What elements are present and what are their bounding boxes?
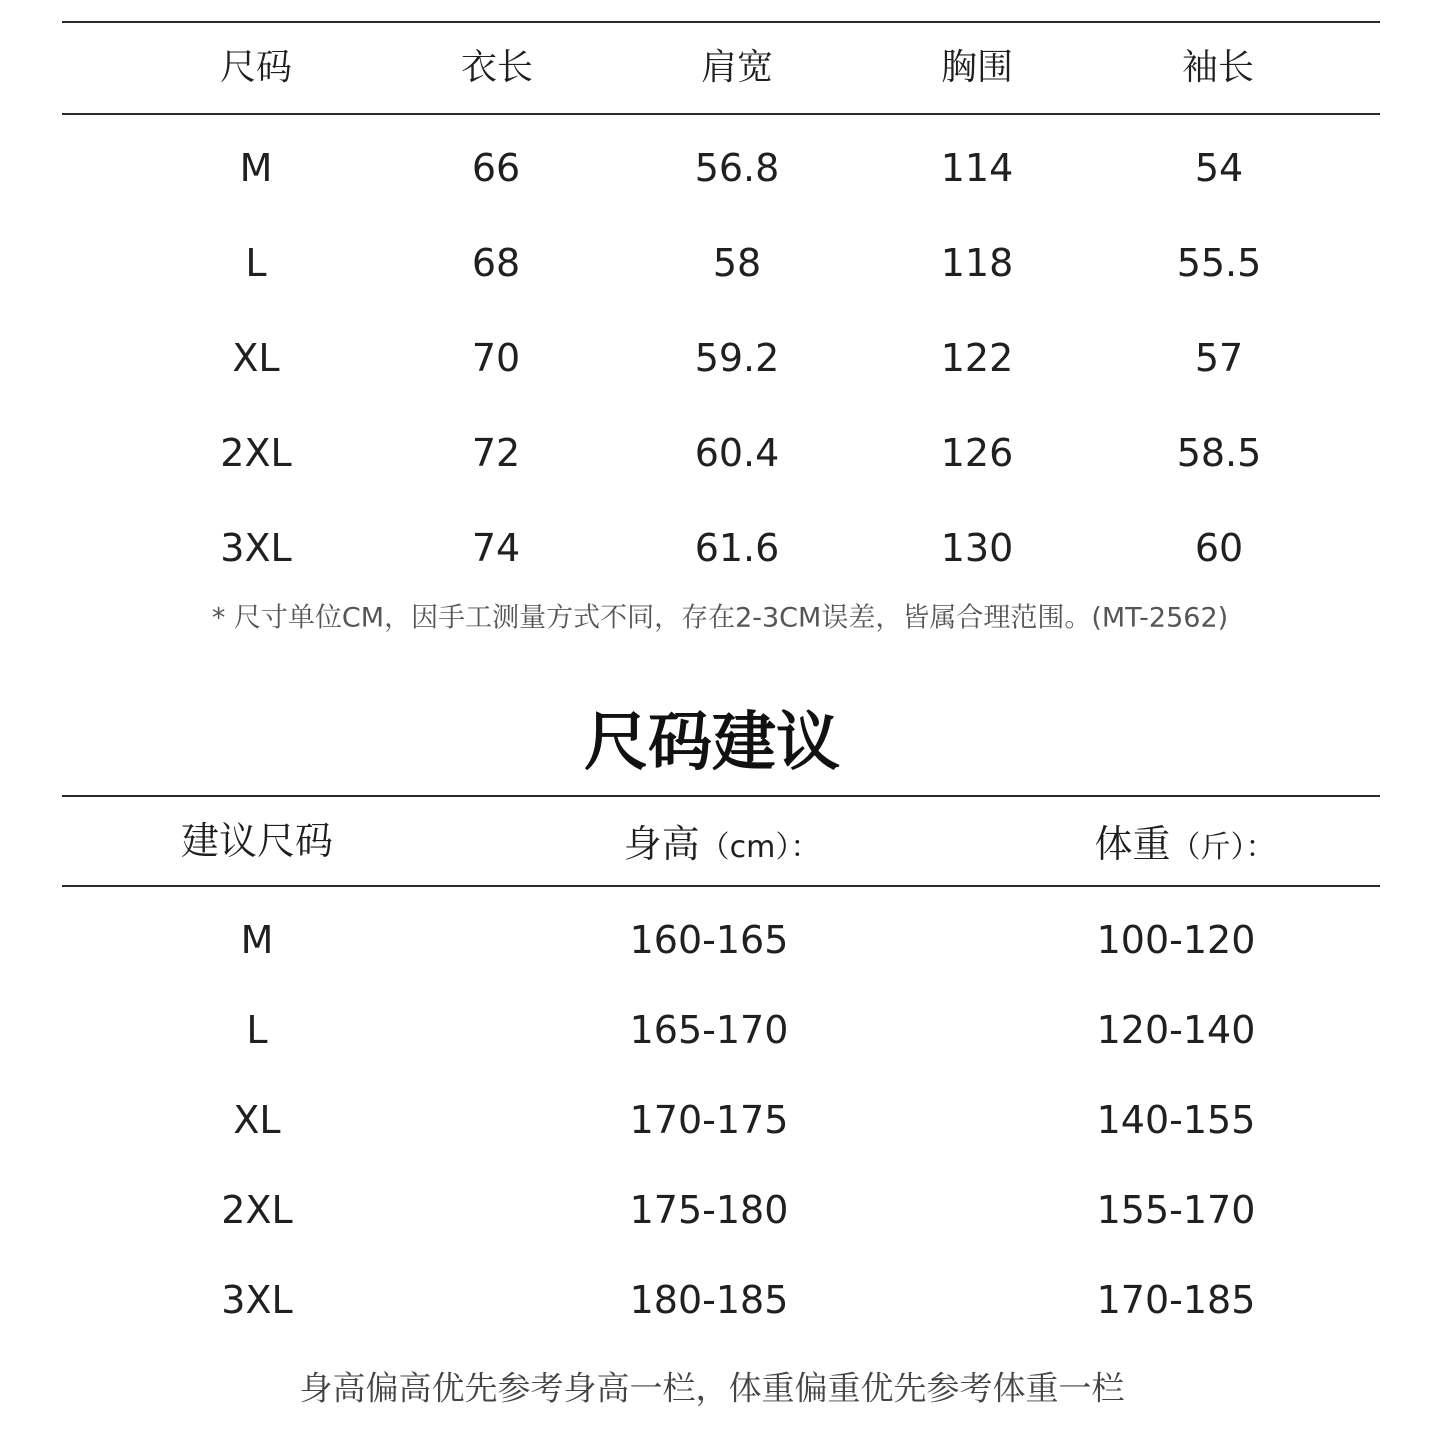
advice-footer-note: 身高偏高优先参考身高一栏，体重偏重优先参考体重一栏: [299, 1368, 1125, 1408]
header-sleeve: 袖长: [1181, 47, 1255, 88]
cell-shoulder: 58: [712, 241, 762, 285]
header-size: 尺码: [219, 47, 293, 88]
table-top-rule: [62, 21, 1380, 23]
advice-size: L: [246, 1008, 268, 1052]
cell-chest: 130: [940, 526, 1014, 570]
measurement-note: * 尺寸单位CM，因手工测量方式不同，存在2-3CM误差，皆属合理范围。(MT-2562): [211, 602, 1229, 634]
advice-height: 165-170: [629, 1008, 789, 1052]
header-weight-unit: （斤）：: [1170, 830, 1276, 865]
header-weight-label: 体重: [1094, 822, 1171, 866]
advice-weight: 100-120: [1096, 918, 1256, 962]
cell-shoulder: 56.8: [694, 146, 780, 190]
advice-title: 尺码建议: [584, 706, 840, 780]
advice-height: 180-185: [629, 1278, 789, 1322]
header-shoulder: 肩宽: [700, 47, 774, 88]
cell-size: L: [245, 241, 267, 285]
header-recommended-size: 建议尺码: [180, 819, 334, 863]
cell-sleeve: 54: [1194, 146, 1244, 190]
cell-size: 3XL: [220, 526, 292, 570]
cell-chest: 126: [940, 431, 1014, 475]
advice-height: 175-180: [629, 1188, 789, 1232]
advice-size: 2XL: [221, 1188, 293, 1232]
cell-sleeve: 58.5: [1176, 431, 1262, 475]
cell-length: 70: [471, 336, 521, 380]
cell-shoulder: 60.4: [694, 431, 780, 475]
header-height-label: 身高: [623, 822, 700, 866]
cell-length: 68: [471, 241, 521, 285]
advice-size: M: [240, 918, 274, 962]
cell-shoulder: 59.2: [694, 336, 780, 380]
cell-size: XL: [232, 336, 280, 380]
cell-length: 66: [471, 146, 521, 190]
table-header-rule: [62, 113, 1380, 115]
header-height-unit: （cm）：: [699, 830, 821, 865]
advice-weight: 170-185: [1096, 1278, 1256, 1322]
cell-sleeve: 57: [1194, 336, 1244, 380]
advice-weight: 140-155: [1096, 1098, 1256, 1142]
cell-length: 74: [471, 526, 521, 570]
advice-size: 3XL: [221, 1278, 293, 1322]
cell-shoulder: 61.6: [694, 526, 780, 570]
advice-top-rule: [62, 795, 1380, 797]
cell-chest: 118: [940, 241, 1014, 285]
advice-height: 170-175: [629, 1098, 789, 1142]
advice-weight: 120-140: [1096, 1008, 1256, 1052]
header-length: 衣长: [460, 47, 534, 88]
cell-chest: 114: [940, 146, 1014, 190]
header-height: [623, 822, 821, 866]
advice-weight: 155-170: [1096, 1188, 1256, 1232]
cell-sleeve: 60: [1194, 526, 1244, 570]
header-chest: 胸围: [940, 47, 1014, 88]
advice-size: XL: [233, 1098, 281, 1142]
header-weight: [1094, 822, 1276, 866]
cell-size: 2XL: [220, 431, 292, 475]
advice-header-rule: [62, 885, 1380, 887]
advice-height: 160-165: [629, 918, 789, 962]
cell-sleeve: 55.5: [1176, 241, 1262, 285]
cell-chest: 122: [940, 336, 1014, 380]
cell-size: M: [239, 146, 273, 190]
cell-length: 72: [471, 431, 521, 475]
